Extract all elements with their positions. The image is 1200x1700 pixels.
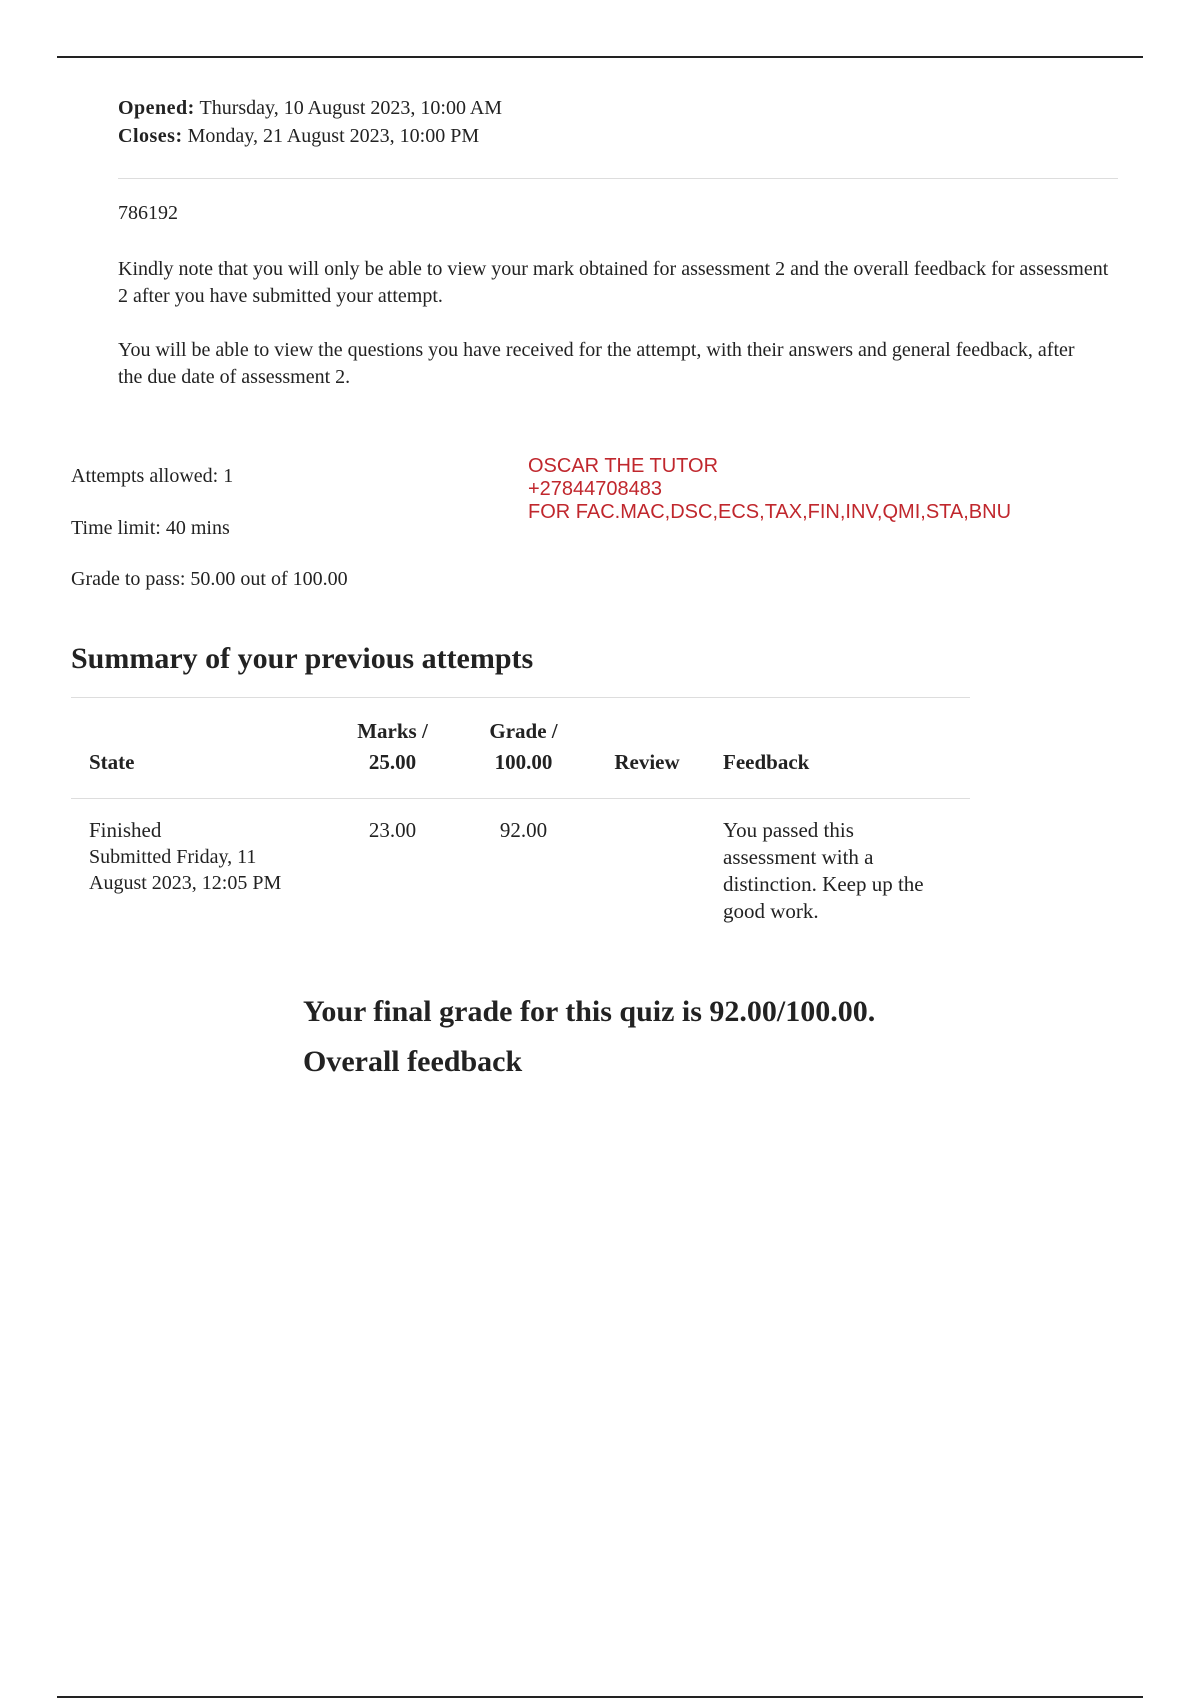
header-state: State xyxy=(71,698,327,799)
time-limit: Time limit: 40 mins xyxy=(71,517,230,539)
watermark-line: FOR FAC.MAC,DSC,ECS,TAX,FIN,INV,QMI,STA,BNU xyxy=(528,501,1012,523)
summary-title: Summary of your previous attempts xyxy=(71,642,534,675)
cell-marks: 23.00 xyxy=(368,818,417,842)
header-review: Review xyxy=(589,698,705,799)
quiz-dates xyxy=(118,94,502,150)
header-marks xyxy=(327,698,458,799)
header-grade-line2: 100.00 xyxy=(494,750,553,774)
cell-grade: 92.00 xyxy=(499,818,548,842)
opened-line xyxy=(118,94,502,122)
header-grade xyxy=(458,698,589,799)
watermark-line: +27844708483 xyxy=(528,478,663,500)
header-feedback: Feedback xyxy=(705,698,970,799)
section-divider xyxy=(118,178,1118,179)
opened-label: Opened: xyxy=(118,97,195,119)
closes-value: Monday, 21 August 2023, 10:00 PM xyxy=(187,125,480,147)
closes-label: Closes: xyxy=(118,125,183,147)
table-row xyxy=(71,799,970,944)
quiz-code: 786192 xyxy=(118,202,178,224)
header-marks-line1: Marks / xyxy=(357,719,428,743)
grade-to-pass: Grade to pass: 50.00 out of 100.00 xyxy=(71,568,348,590)
final-grade: Your final grade for this quiz is 92.00/100.00. xyxy=(303,995,876,1028)
note-mark-visibility: Kindly note that you will only be able to view your mark obtained for assessment 2 and the overall feedback for assessment 2 after you have submitted your attempt. xyxy=(118,258,1109,307)
header-grade-line1: Grade / xyxy=(489,719,558,743)
closes-line xyxy=(118,122,502,150)
top-rule xyxy=(57,56,1143,58)
header-marks-line2: 25.00 xyxy=(368,750,417,774)
cell-state xyxy=(71,799,327,944)
watermark-stamp xyxy=(528,455,1011,524)
attempts-table xyxy=(71,697,970,943)
state-value: Finished xyxy=(89,818,162,842)
bottom-rule xyxy=(57,1696,1143,1698)
attempts-allowed: Attempts allowed: 1 xyxy=(71,465,234,487)
cell-review xyxy=(589,799,705,944)
watermark-line: OSCAR THE TUTOR xyxy=(528,455,719,477)
submitted-date: Submitted Friday, 11 August 2023, 12:05 PM xyxy=(89,846,282,894)
table-header-row xyxy=(71,698,970,799)
note-questions-visibility: You will be able to view the questions you have received for the attempt, with their answers and general feedback, after the due date of assessment 2. xyxy=(118,339,1075,388)
cell-feedback: You passed this assessment with a distinction. Keep up the good work. xyxy=(723,818,924,923)
opened-value: Thursday, 10 August 2023, 10:00 AM xyxy=(199,97,503,119)
overall-feedback-title: Overall feedback xyxy=(303,1045,523,1078)
